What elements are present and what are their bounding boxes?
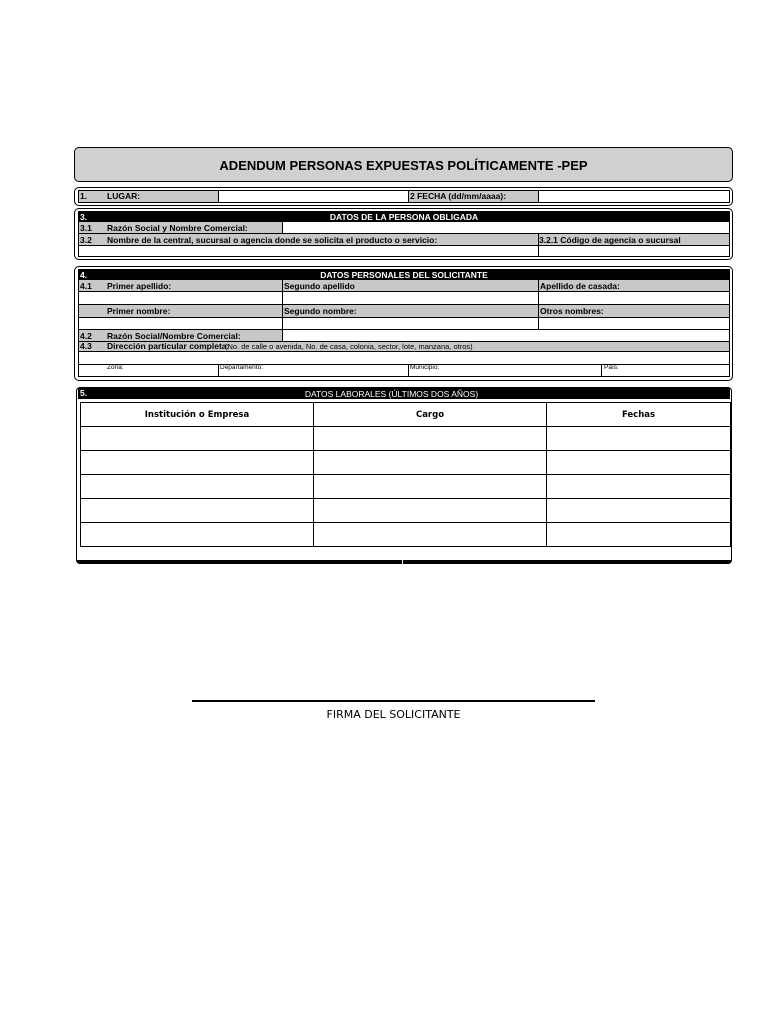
table-row: [81, 499, 731, 523]
otros-nombres-field[interactable]: [539, 318, 729, 329]
lugar-label: LUGAR:: [107, 191, 141, 201]
institucion-cell[interactable]: [81, 427, 314, 451]
section-4-header: DATOS PERSONALES DEL SOLICITANTE: [320, 270, 488, 280]
otros-nombres-label: Otros nombres:: [540, 306, 604, 316]
section-5-number: 5.: [80, 388, 88, 398]
signature-label: FIRMA DEL SOLICITANTE: [326, 708, 461, 721]
primer-nombre-label: Primer nombre:: [107, 306, 171, 316]
zona-field[interactable]: [127, 364, 217, 376]
fechas-cell[interactable]: [547, 427, 731, 451]
razon-social-label: Razón Social y Nombre Comercial:: [107, 223, 248, 233]
primer-apellido-label: Primer apellido:: [107, 281, 172, 291]
section-3-number: 3.: [80, 212, 88, 222]
direccion-hint: (No. de calle o avenida, No. de casa, colonia, sector, lote, manzana, otros): [225, 342, 473, 351]
signature-line[interactable]: [192, 700, 595, 702]
cargo-cell[interactable]: [314, 499, 547, 523]
fechas-cell[interactable]: [547, 475, 731, 499]
fechas-cell[interactable]: [547, 451, 731, 475]
institucion-cell[interactable]: [81, 523, 314, 547]
cargo-cell[interactable]: [314, 523, 547, 547]
row-4-3-number: 4.3: [80, 341, 92, 351]
codigo-agencia-label: 3.2.1 Código de agencia o sucursal: [539, 235, 681, 245]
row-4-1-number: 4.1: [80, 281, 92, 291]
segundo-apellido-label: Segundo apellido: [284, 281, 355, 291]
zona-label: Zona:: [107, 364, 124, 371]
table-row: [81, 451, 731, 475]
segundo-apellido-field[interactable]: [283, 292, 538, 304]
primer-apellido-field[interactable]: [79, 292, 282, 304]
primer-nombre-field[interactable]: [79, 318, 282, 329]
table-row: [81, 523, 731, 547]
institucion-cell[interactable]: [81, 475, 314, 499]
section-5-header: DATOS LABORALES (ÚLTIMOS DOS AÑOS): [304, 389, 479, 399]
razon-comercial-field[interactable]: [283, 330, 729, 341]
apellido-casada-label: Apellido de casada:: [540, 281, 620, 291]
lugar-field[interactable]: [219, 191, 408, 202]
col-header-fechas: Fechas: [547, 403, 731, 427]
direccion-field[interactable]: [79, 352, 729, 364]
institucion-cell[interactable]: [81, 451, 314, 475]
apellido-casada-field[interactable]: [539, 292, 729, 304]
col-header-institucion: Institución o Empresa: [81, 403, 314, 427]
departamento-field[interactable]: [269, 364, 407, 376]
cargo-cell[interactable]: [314, 475, 547, 499]
departamento-label: Departamento:: [220, 364, 263, 371]
employment-table: [80, 402, 731, 547]
section-4-number: 4.: [80, 270, 88, 280]
segundo-nombre-label: Segundo nombre:: [284, 306, 357, 316]
row-4-2-number: 4.2: [80, 331, 92, 341]
razon-social-field[interactable]: [283, 222, 729, 233]
codigo-agencia-field[interactable]: [539, 246, 729, 256]
institucion-cell[interactable]: [81, 499, 314, 523]
form-title: ADENDUM PERSONAS EXPUESTAS POLÍTICAMENTE -PEP: [219, 158, 588, 173]
fechas-cell[interactable]: [547, 523, 731, 547]
direccion-label: Dirección particular completa:: [107, 341, 230, 351]
razon-comercial-label: Razón Social/Nombre Comercial:: [107, 331, 241, 341]
table-row: [81, 475, 731, 499]
section-1-number: 1.: [80, 191, 88, 201]
row-3-1-number: 3.1: [80, 223, 92, 233]
central-label: Nombre de la central, sucursal o agencia donde se solicita el producto o servicio:: [107, 235, 438, 245]
cargo-cell[interactable]: [314, 451, 547, 475]
section-3-table: [78, 211, 730, 257]
municipio-field[interactable]: [449, 364, 599, 376]
section-1-row: [78, 190, 730, 203]
table-row: [81, 427, 731, 451]
fecha-field[interactable]: [539, 191, 729, 202]
pais-label: País:: [604, 364, 619, 371]
pais-field[interactable]: [624, 364, 728, 376]
col-header-cargo: Cargo: [314, 403, 547, 427]
section-4-table: [78, 269, 730, 377]
fechas-cell[interactable]: [547, 499, 731, 523]
title-box: [74, 147, 733, 182]
segundo-nombre-field[interactable]: [283, 318, 538, 329]
row-3-2-number: 3.2: [80, 235, 92, 245]
fecha-label: 2 FECHA (dd/mm/aaaa):: [410, 191, 507, 201]
section-3-header: DATOS DE LA PERSONA OBLIGADA: [329, 212, 479, 222]
cargo-cell[interactable]: [314, 427, 547, 451]
central-field[interactable]: [79, 246, 538, 256]
municipio-label: Municipio:: [410, 364, 440, 371]
